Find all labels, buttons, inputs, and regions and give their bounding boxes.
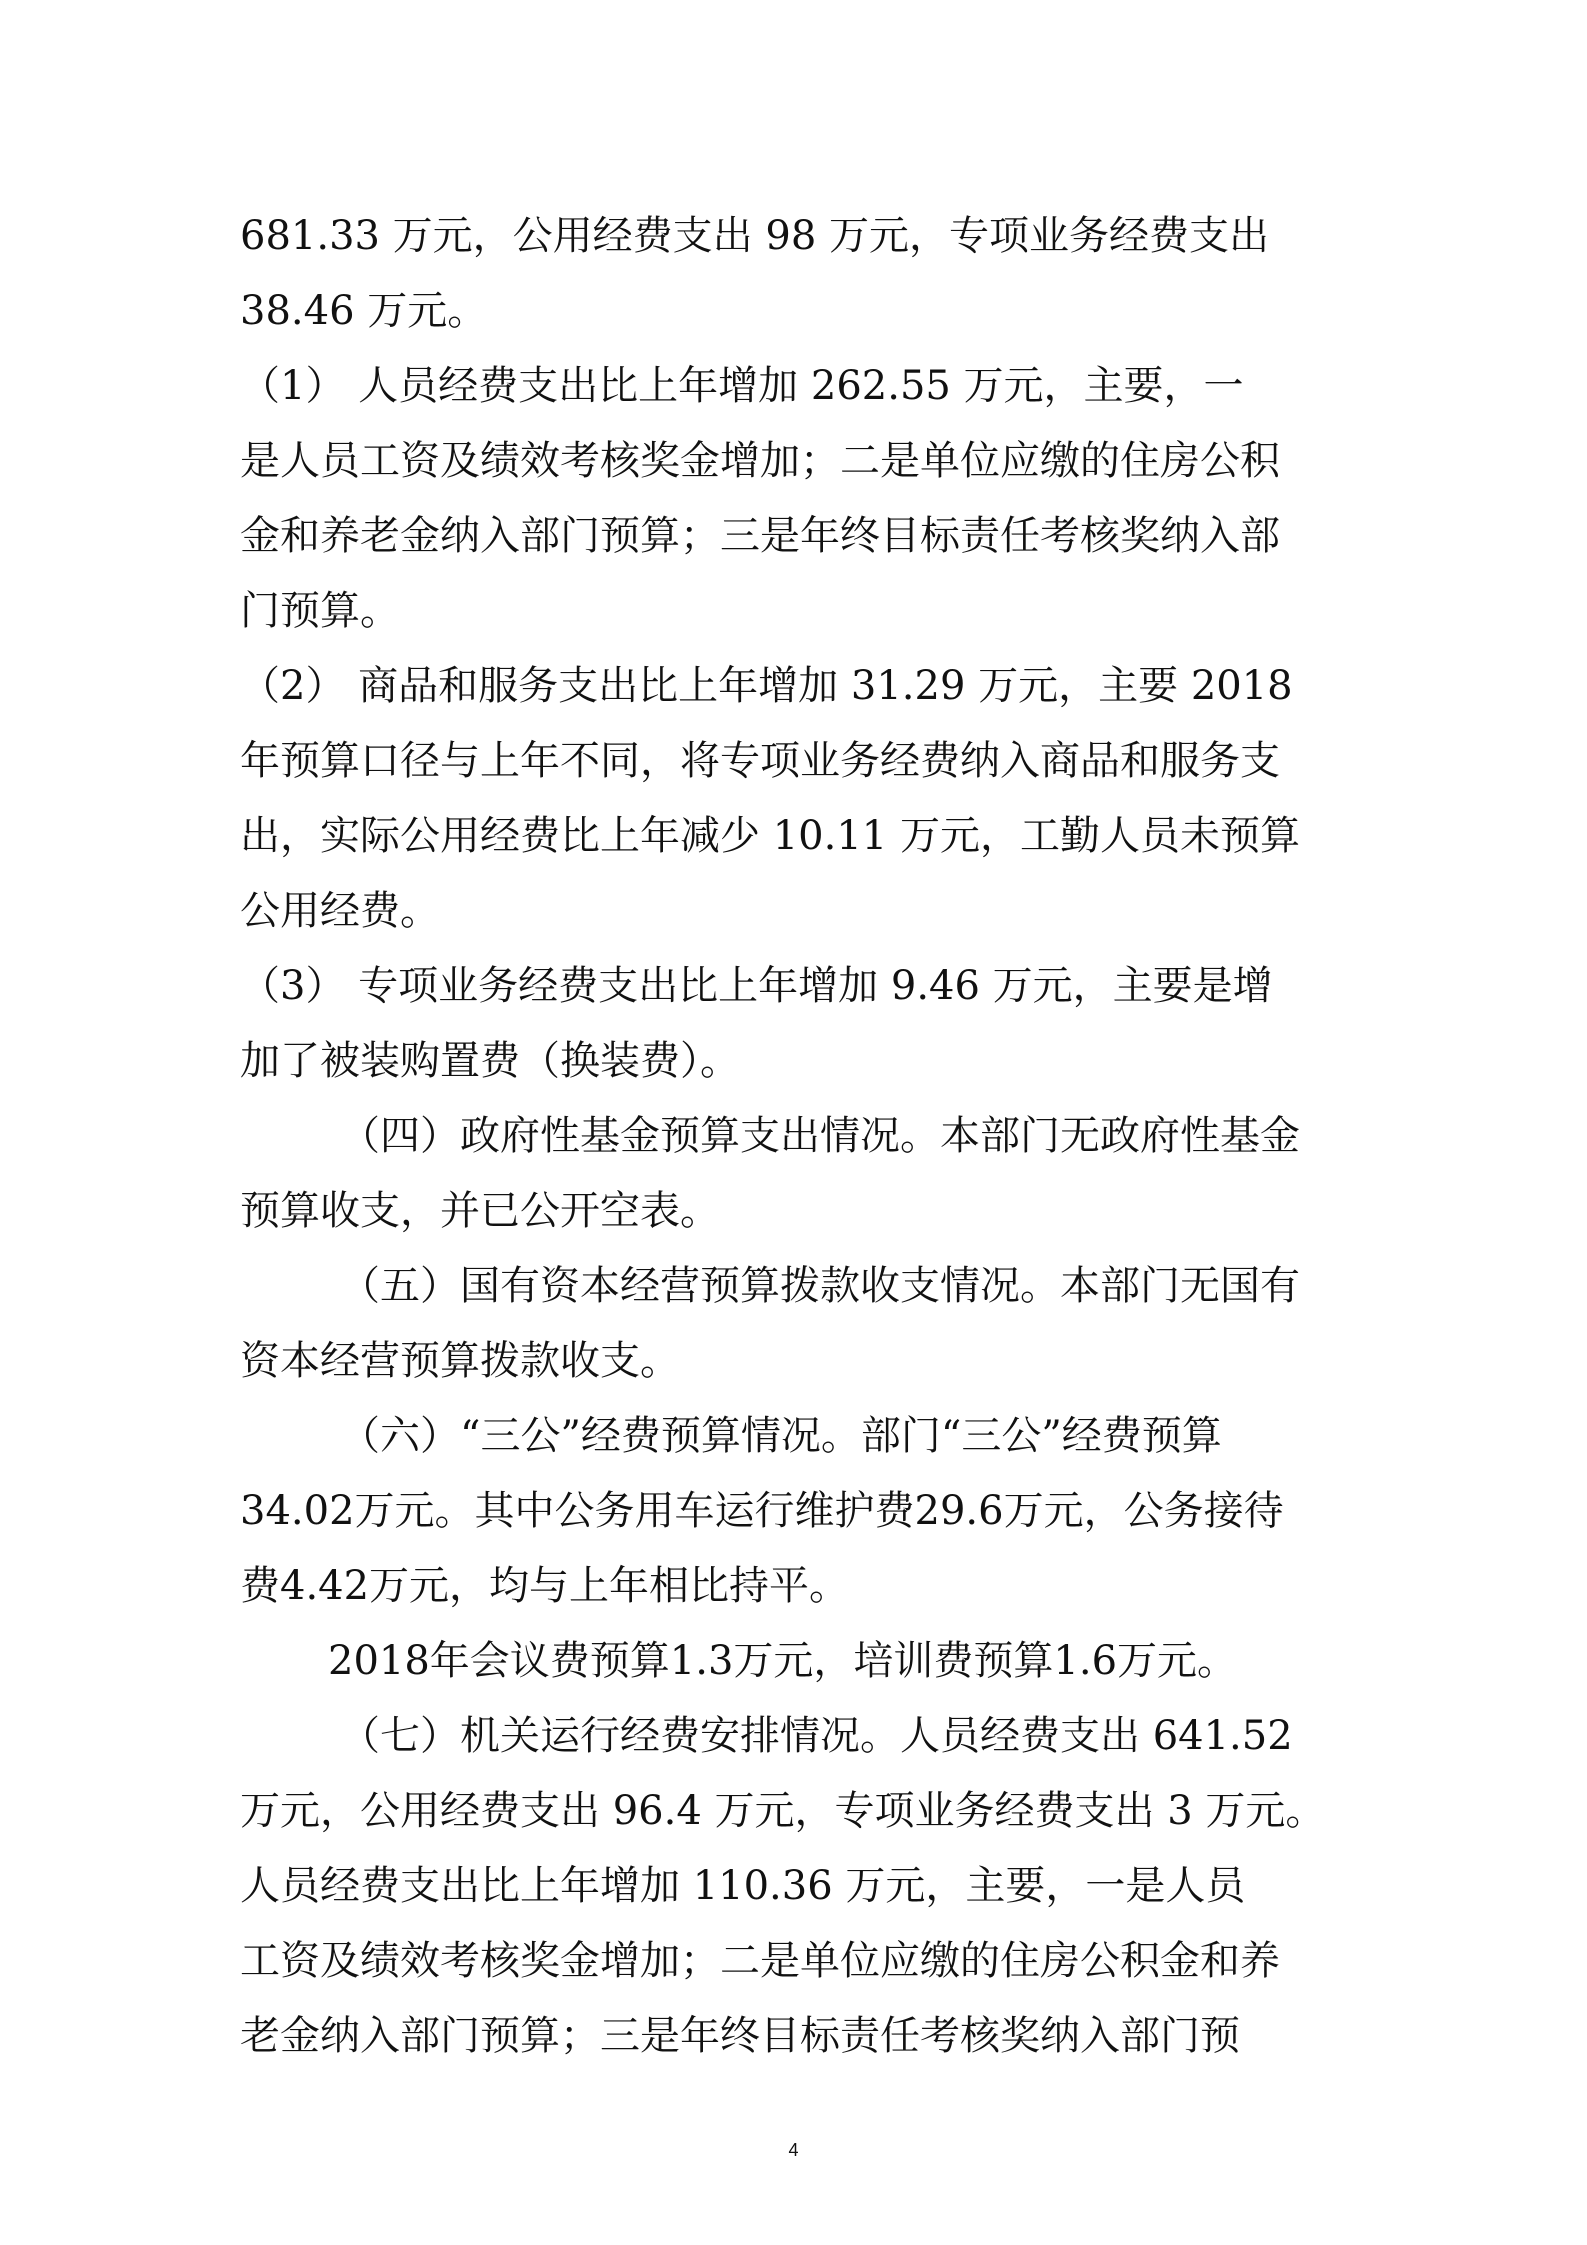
text-line: （3） 专项业务经费支出比上年增加 9.46 万元，主要是增 (240, 963, 1273, 1009)
text-line: 公用经费。 (240, 888, 440, 934)
text-line: 预算收支，并已公开空表。 (240, 1188, 720, 1234)
text-line: 人员经费支出比上年增加 110.36 万元，主要，一是人员 (240, 1863, 1246, 1909)
text-line: 681.33 万元，公用经费支出 98 万元，专项业务经费支出 (240, 213, 1270, 259)
text-line: 万元，公用经费支出 96.4 万元，专项业务经费支出 3 万元。 (240, 1788, 1326, 1834)
text-line: 是人员工资及绩效考核奖金增加；二是单位应缴的住房公积 (240, 438, 1280, 484)
text-line: 费4.42万元，均与上年相比持平。 (240, 1563, 850, 1609)
text-line: 2018年会议费预算1.3万元，培训费预算1.6万元。 (328, 1638, 1238, 1684)
text-line: （五）国有资本经营预算拨款收支情况。本部门无国有 (340, 1263, 1300, 1309)
text-line: （六）“三公”经费预算情况。部门“三公”经费预算 (340, 1413, 1222, 1459)
text-line: （2） 商品和服务支出比上年增加 31.29 万元，主要 2018 (240, 663, 1293, 709)
text-line: 34.02万元。其中公务用车运行维护费29.6万元，公务接待 (240, 1488, 1284, 1534)
text-line: 加了被装购置费（换装费）。 (240, 1038, 740, 1084)
text-line: 出，实际公用经费比上年减少 10.11 万元，工勤人员未预算 (240, 813, 1300, 859)
text-line: 工资及绩效考核奖金增加；二是单位应缴的住房公积金和养 (240, 1938, 1280, 1984)
text-line: 资本经营预算拨款收支。 (240, 1338, 680, 1384)
text-line: 老金纳入部门预算；三是年终目标责任考核奖纳入部门预 (240, 2013, 1240, 2059)
text-line: （四）政府性基金预算支出情况。本部门无政府性基金 (340, 1113, 1300, 1159)
page-number: 4 (788, 2140, 799, 2160)
text-line: （七）机关运行经费安排情况。人员经费支出 641.52 (340, 1713, 1293, 1759)
text-line: 38.46 万元。 (240, 288, 488, 334)
text-line: （1） 人员经费支出比上年增加 262.55 万元，主要，一 (240, 363, 1244, 409)
text-line: 门预算。 (240, 588, 400, 634)
text-line: 年预算口径与上年不同，将专项业务经费纳入商品和服务支 (240, 738, 1280, 784)
text-line: 金和养老金纳入部门预算；三是年终目标责任考核奖纳入部 (240, 513, 1280, 559)
